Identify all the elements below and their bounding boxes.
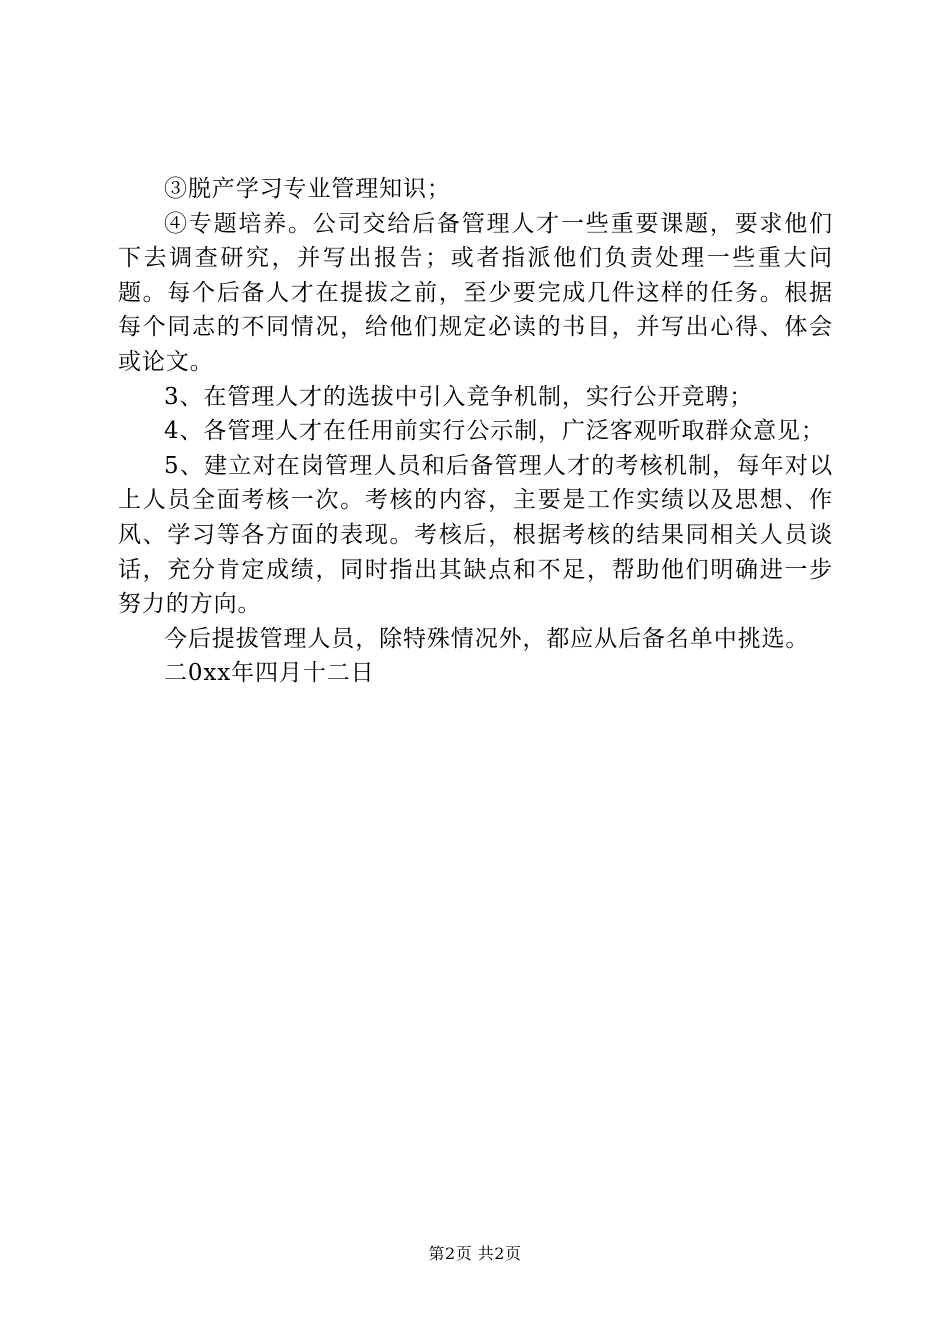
paragraph-point-4-publicity: 4、各管理人才在任用前实行公示制，广泛客观听取群众意见； xyxy=(164,418,825,445)
paragraph-item-4-special-training: ④专题培养。公司交给后备管理人才一些重要课题，要求他们下去调查研究，并写出报告；或者指派他们负责处理一些重大问题。每个后备人才在提拔之前，至少要完成几件这样的任务。根据每个同志的不同情况，给他们规定必读的书目，并写出心得、体会或论文。 xyxy=(118,210,833,375)
page-number-footer: 第2页 共2页 xyxy=(428,1244,522,1263)
document-date: 二0xx年四月十二日 xyxy=(164,660,375,687)
paragraph-point-3-competition: 3、在管理人才的选拔中引入竞争机制，实行公开竞聘； xyxy=(164,383,754,410)
document-body xyxy=(118,172,833,691)
paragraph-promotion-rule: 今后提拔管理人员，除特殊情况外，都应从后备名单中挑选。 xyxy=(164,625,810,652)
paragraph-point-5-assessment: 5、建立对在岗管理人员和后备管理人才的考核机制，每年对以上人员全面考核一次。考核的内容，主要是工作实绩以及思想、作风、学习等各方面的表现。考核后，根据考核的结果同相关人员谈话，充分肯定成绩，同时指出其缺点和不足，帮助他们明确进一步努力的方向。 xyxy=(118,452,833,618)
paragraph-item-3-study: ③脱产学习专业管理知识； xyxy=(164,176,451,202)
